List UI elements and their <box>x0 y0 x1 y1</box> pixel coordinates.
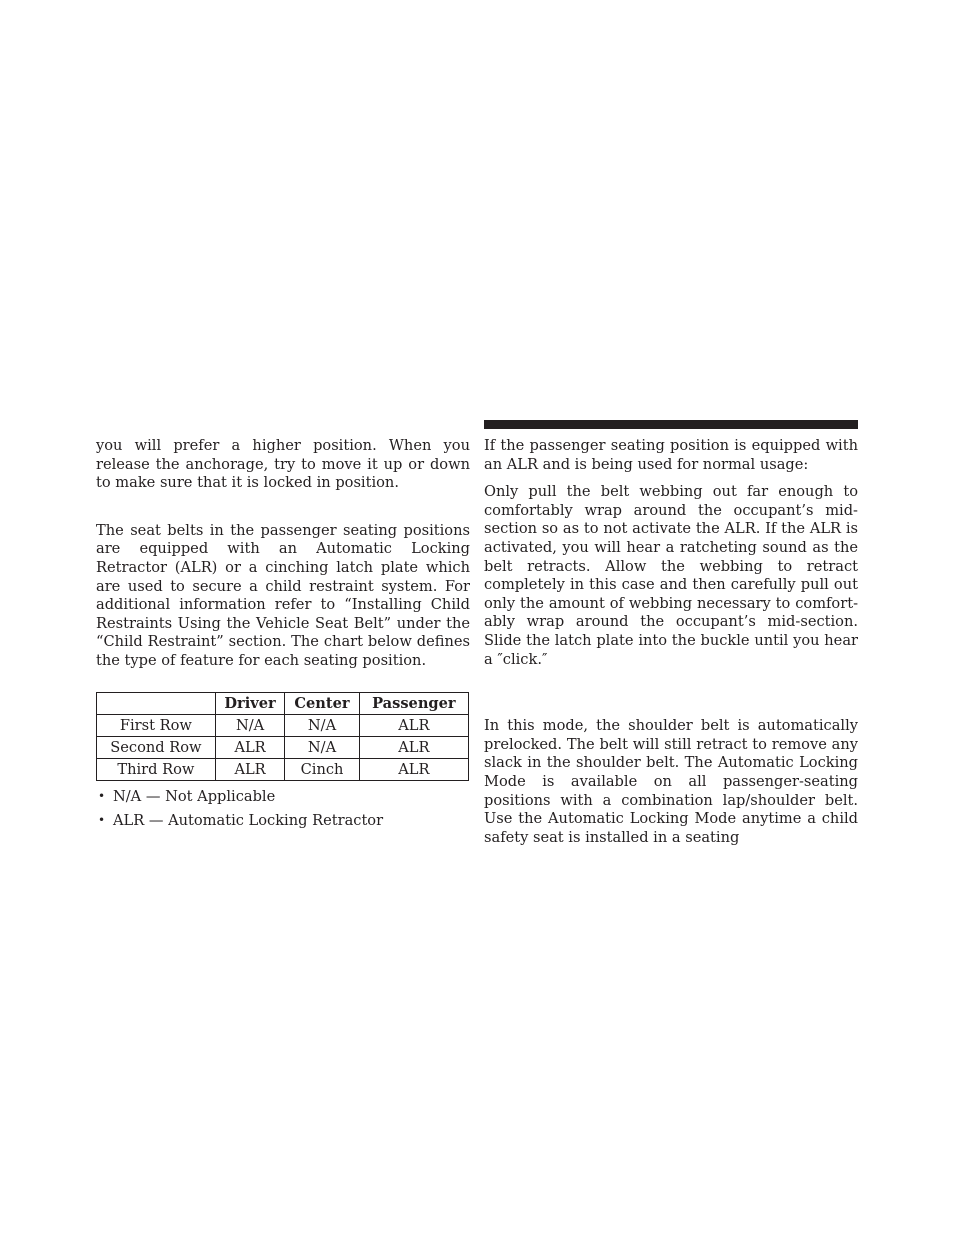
table-row-label: Third Row <box>97 758 216 780</box>
table-row-label: Second Row <box>97 736 216 758</box>
right-column <box>484 437 858 847</box>
bullet-icon: • <box>98 812 106 827</box>
table-cell: ALR <box>215 736 285 758</box>
table-row <box>97 714 469 736</box>
list-item-text: N/A — Not Applicable <box>113 787 276 805</box>
table-cell: ALR <box>359 714 468 736</box>
table-header-cell: Driver <box>215 692 285 714</box>
list-item-text: ALR — Automatic Locking Retractor <box>113 811 384 829</box>
right-paragraph-1: If the passenger seating position is equipped with an ALR and is being used for normal usage: <box>484 437 858 473</box>
table-header-row <box>97 692 469 714</box>
table-cell: ALR <box>359 736 468 758</box>
table-header-cell <box>97 692 216 714</box>
list-item <box>96 787 470 806</box>
seating-feature-table <box>96 692 469 781</box>
bullet-icon: • <box>98 788 106 803</box>
table-cell: N/A <box>215 714 285 736</box>
left-column <box>96 437 470 835</box>
legend-list <box>96 787 470 830</box>
right-paragraph-2: Only pull the belt webbing out far enough to comfortably wrap around the occupant’s mid-section so as to not activate the ALR. If the ALR is activated, you will hear a ratcheting sound as the belt retracts. Allow the webbing to retract completely in this case and then carefully pull out only the amount of webbing necessary to comfortably wrap around the occupant’s mid-section. Slide the latch plate into the buckle until you hear a ″click.″ <box>484 483 858 668</box>
left-paragraph-1: you will prefer a higher position. When you release the anchorage, try to move it up or down to make sure that it is locked in position. <box>96 437 470 492</box>
table-row <box>97 758 469 780</box>
table-row <box>97 736 469 758</box>
list-item <box>96 811 470 830</box>
right-paragraph-3: In this mode, the shoulder belt is automatically prelocked. The belt will still retract to remove any slack in the shoulder belt. The Automatic Locking Mode is available on all passenger-seating positions with a combination lap/shoulder belt. Use the Automatic Locking Mode anytime a child safety seat is installed in a seating <box>484 717 858 846</box>
table-cell: N/A <box>285 736 359 758</box>
table-cell: N/A <box>285 714 359 736</box>
section-header-bar <box>484 420 858 429</box>
table-cell: ALR <box>215 758 285 780</box>
table-cell: ALR <box>359 758 468 780</box>
table-cell: Cinch <box>285 758 359 780</box>
table-row-label: First Row <box>97 714 216 736</box>
left-paragraph-2: The seat belts in the passenger seating positions are equipped with an Automatic Locking Retractor (ALR) or a cinching latch plate which are used to secure a child restraint system. For additional information refer to “Installing Child Restraints Using the Vehicle Seat Belt” under the “Child Restraint” section. The chart below defines the type of feature for each seating position. <box>96 521 470 669</box>
table-header-cell: Passenger <box>359 692 468 714</box>
table-header-cell: Center <box>285 692 359 714</box>
